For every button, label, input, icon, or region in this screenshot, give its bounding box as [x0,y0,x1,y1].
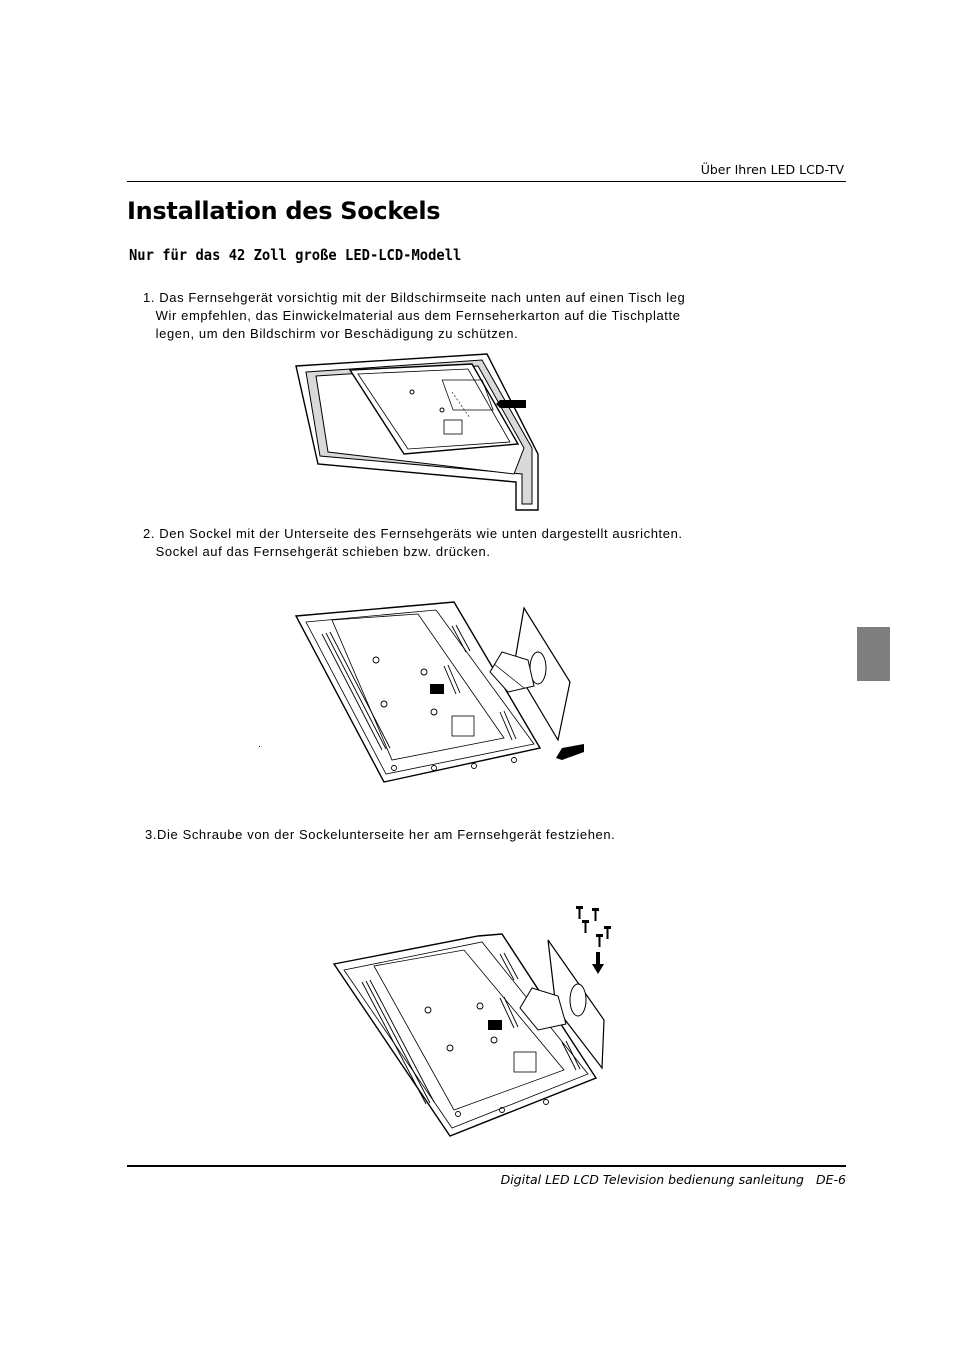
step-2-line-2: Sockel auf das Fernsehgerät schieben bzw. drücken. [155,544,491,559]
step-2-number: 2. [143,526,156,541]
page-footer [501,1172,846,1187]
section-tab-marker [857,627,890,681]
illustration-tv-face-down-on-table [292,352,542,514]
page-title: Installation des Sockels [127,197,441,225]
manual-title: Digital LED LCD Television bedienung sanleitung [500,1172,804,1187]
stray-dot [259,746,260,747]
page-number: DE-6 [816,1172,846,1187]
illustration-screw-fastening [332,900,622,1140]
step-2-text [143,525,755,561]
step-1-number: 1. [143,290,156,305]
step-1-line-2: Wir empfehlen, das Einwickelmaterial aus dem Fernseherkarton auf die Tischplatte [155,308,681,323]
step-1-line-3: legen, um den Bildschirm vor Beschädigung zu schützen. [155,326,519,341]
step-1-text [143,289,753,343]
footer-rule [127,1165,846,1167]
step-1-line-1: Das Fernsehgerät vorsichtig mit der Bildschirmseite nach unten auf einen Tisch leg [159,290,686,305]
step-3-text [145,826,615,844]
step-3-line-1: Die Schraube von der Sockelunterseite her am Fernsehgerät festziehen. [157,827,616,842]
illustration-stand-alignment [294,600,584,790]
header-rule [127,181,846,182]
running-head: Über Ihren LED LCD-TV [700,162,844,177]
section-subtitle: Nur für das 42 Zoll große LED-LCD-Modell [129,246,462,264]
step-3-number: 3. [145,827,158,842]
step-2-line-1: Den Sockel mit der Unterseite des Fernsehgeräts wie unten dargestellt ausrichten. [159,526,683,541]
